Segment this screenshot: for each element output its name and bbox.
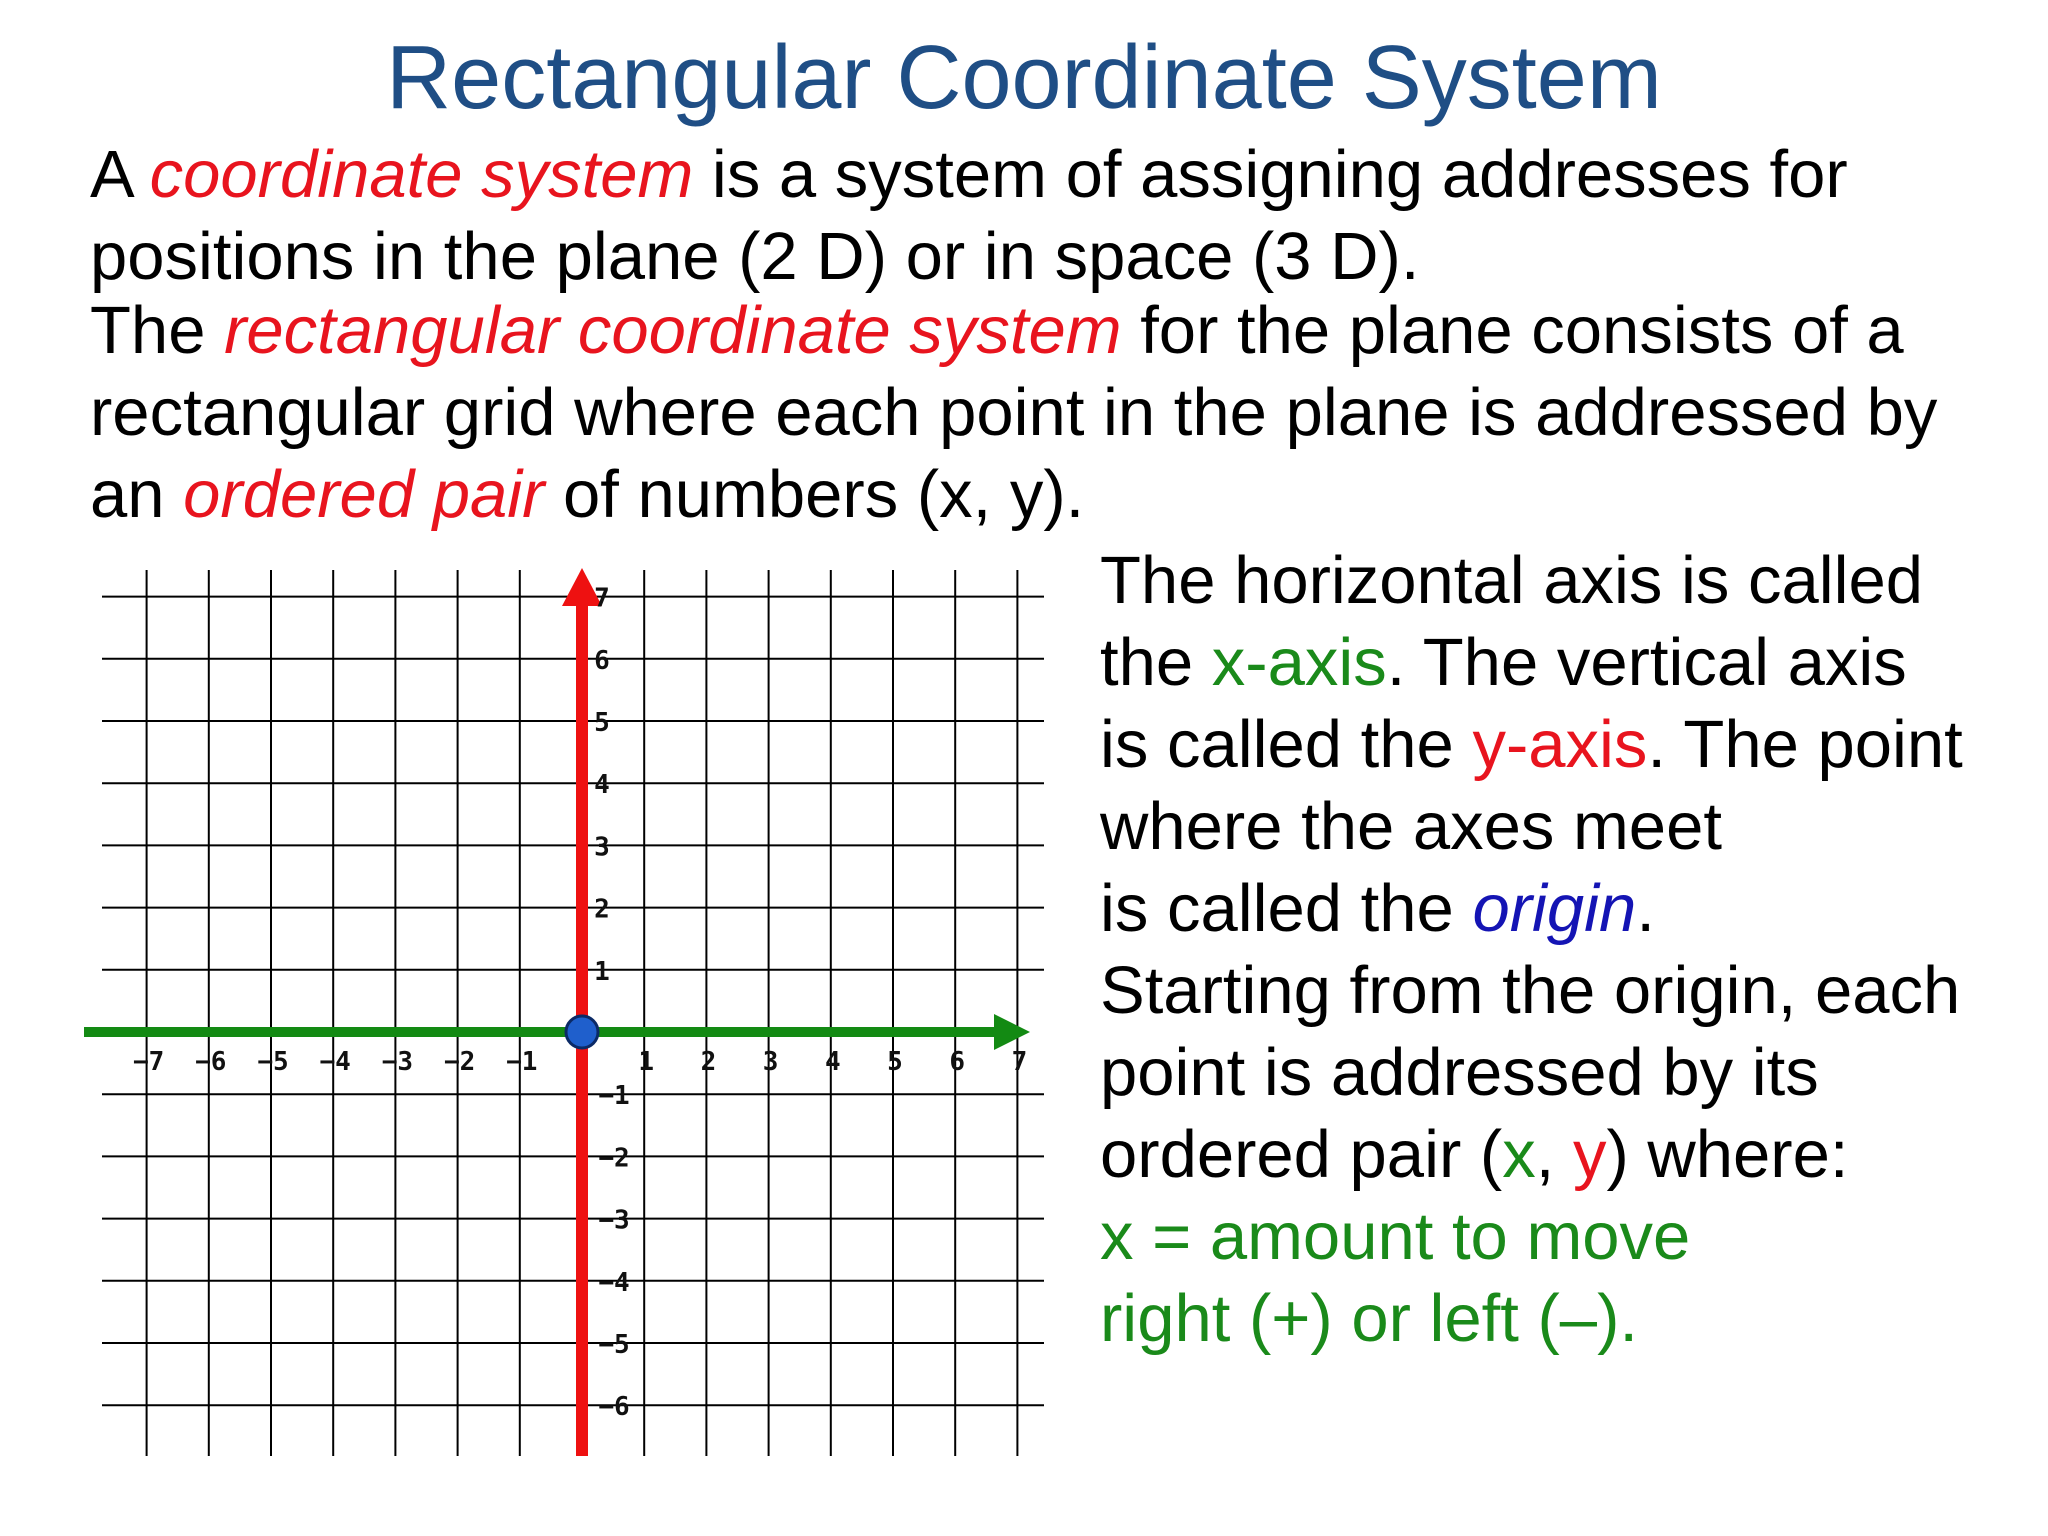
side-line-6: Starting from the origin, each <box>1100 953 1961 1028</box>
side-line-4: where the axes meet <box>1100 789 1722 864</box>
x-tick-label: −1 <box>506 1047 538 1077</box>
text: . <box>1636 871 1655 946</box>
y-tick-label: 1 <box>594 956 610 987</box>
x-tick-label: 5 <box>887 1047 903 1077</box>
side-line-5 <box>1100 868 2030 950</box>
text: an <box>90 457 184 532</box>
term-y-axis: y-axis <box>1472 707 1648 782</box>
y-variable: y <box>1572 1117 1607 1192</box>
text: , <box>1535 1117 1573 1192</box>
x-tick-label: 2 <box>700 1047 717 1077</box>
text: is a system of assigning addresses for <box>693 137 1848 212</box>
side-line-3 <box>1100 704 2030 786</box>
text: of numbers (x, y). <box>544 457 1085 532</box>
y-tick-label: −6 <box>598 1392 630 1423</box>
side-line-8 <box>1100 1114 2030 1196</box>
x-tick-label: −6 <box>195 1047 227 1077</box>
y-tick-label: −1 <box>598 1081 630 1112</box>
x-tick-label: −4 <box>319 1047 351 1077</box>
y-tick-label: −4 <box>598 1267 630 1298</box>
text: for the plane consists of a <box>1121 293 1904 368</box>
term-coordinate-system: coordinate system <box>149 137 694 212</box>
side-line-1: The horizontal axis is called <box>1100 543 1924 618</box>
x-variable: x <box>1502 1117 1536 1192</box>
y-tick-label: 6 <box>594 645 610 676</box>
text: ordered pair ( <box>1100 1117 1503 1192</box>
x-tick-label: 7 <box>1011 1047 1028 1077</box>
x-tick-label: −5 <box>257 1047 289 1077</box>
x-tick-label: 1 <box>638 1047 655 1077</box>
text: ) where: <box>1606 1117 1849 1192</box>
x-tick-label: 6 <box>949 1047 966 1077</box>
x-tick-label: 4 <box>824 1047 841 1077</box>
side-line-10: right (+) or left (–). <box>1100 1281 1638 1356</box>
y-tick-label: 2 <box>594 894 610 925</box>
intro-line-4: rectangular grid where each point in the plane is addressed by <box>90 375 1938 450</box>
term-rectangular-coordinate-system: rectangular coordinate system <box>224 293 1122 368</box>
term-ordered-pair: ordered pair <box>183 457 545 532</box>
side-line-7: point is addressed by its <box>1100 1035 1819 1110</box>
side-line-2 <box>1100 622 2030 704</box>
text: A <box>90 137 150 212</box>
slide-title: Rectangular Coordinate System <box>386 28 1662 128</box>
y-tick-label: −3 <box>598 1205 630 1236</box>
intro-line-2: positions in the plane (2 D) or in space (3 D). <box>90 219 1420 294</box>
text: . The vertical axis <box>1386 625 1907 700</box>
y-tick-label: −5 <box>598 1330 630 1360</box>
y-tick-label: 7 <box>594 583 610 614</box>
y-tick-label: −2 <box>598 1143 630 1174</box>
x-tick-label: −3 <box>381 1047 414 1077</box>
text: . The point <box>1647 707 1963 782</box>
y-tick-label: 4 <box>594 770 610 801</box>
axis-explanation <box>1100 540 2030 1360</box>
y-tick-label: 5 <box>594 708 610 738</box>
text: is called the <box>1100 707 1473 782</box>
y-tick-label: 3 <box>594 832 610 863</box>
x-tick-label: −7 <box>132 1047 165 1077</box>
term-origin: origin <box>1472 871 1637 946</box>
x-tick-label: 3 <box>762 1047 779 1077</box>
text: is called the <box>1100 871 1473 946</box>
text: the <box>1100 625 1212 700</box>
origin-point <box>566 1016 598 1048</box>
x-axis-arrow-icon <box>994 1014 1030 1050</box>
term-x-axis: x-axis <box>1211 625 1387 700</box>
side-line-9: x = amount to move <box>1100 1199 1691 1274</box>
text: The <box>90 293 225 368</box>
x-tick-label: −2 <box>443 1047 476 1077</box>
